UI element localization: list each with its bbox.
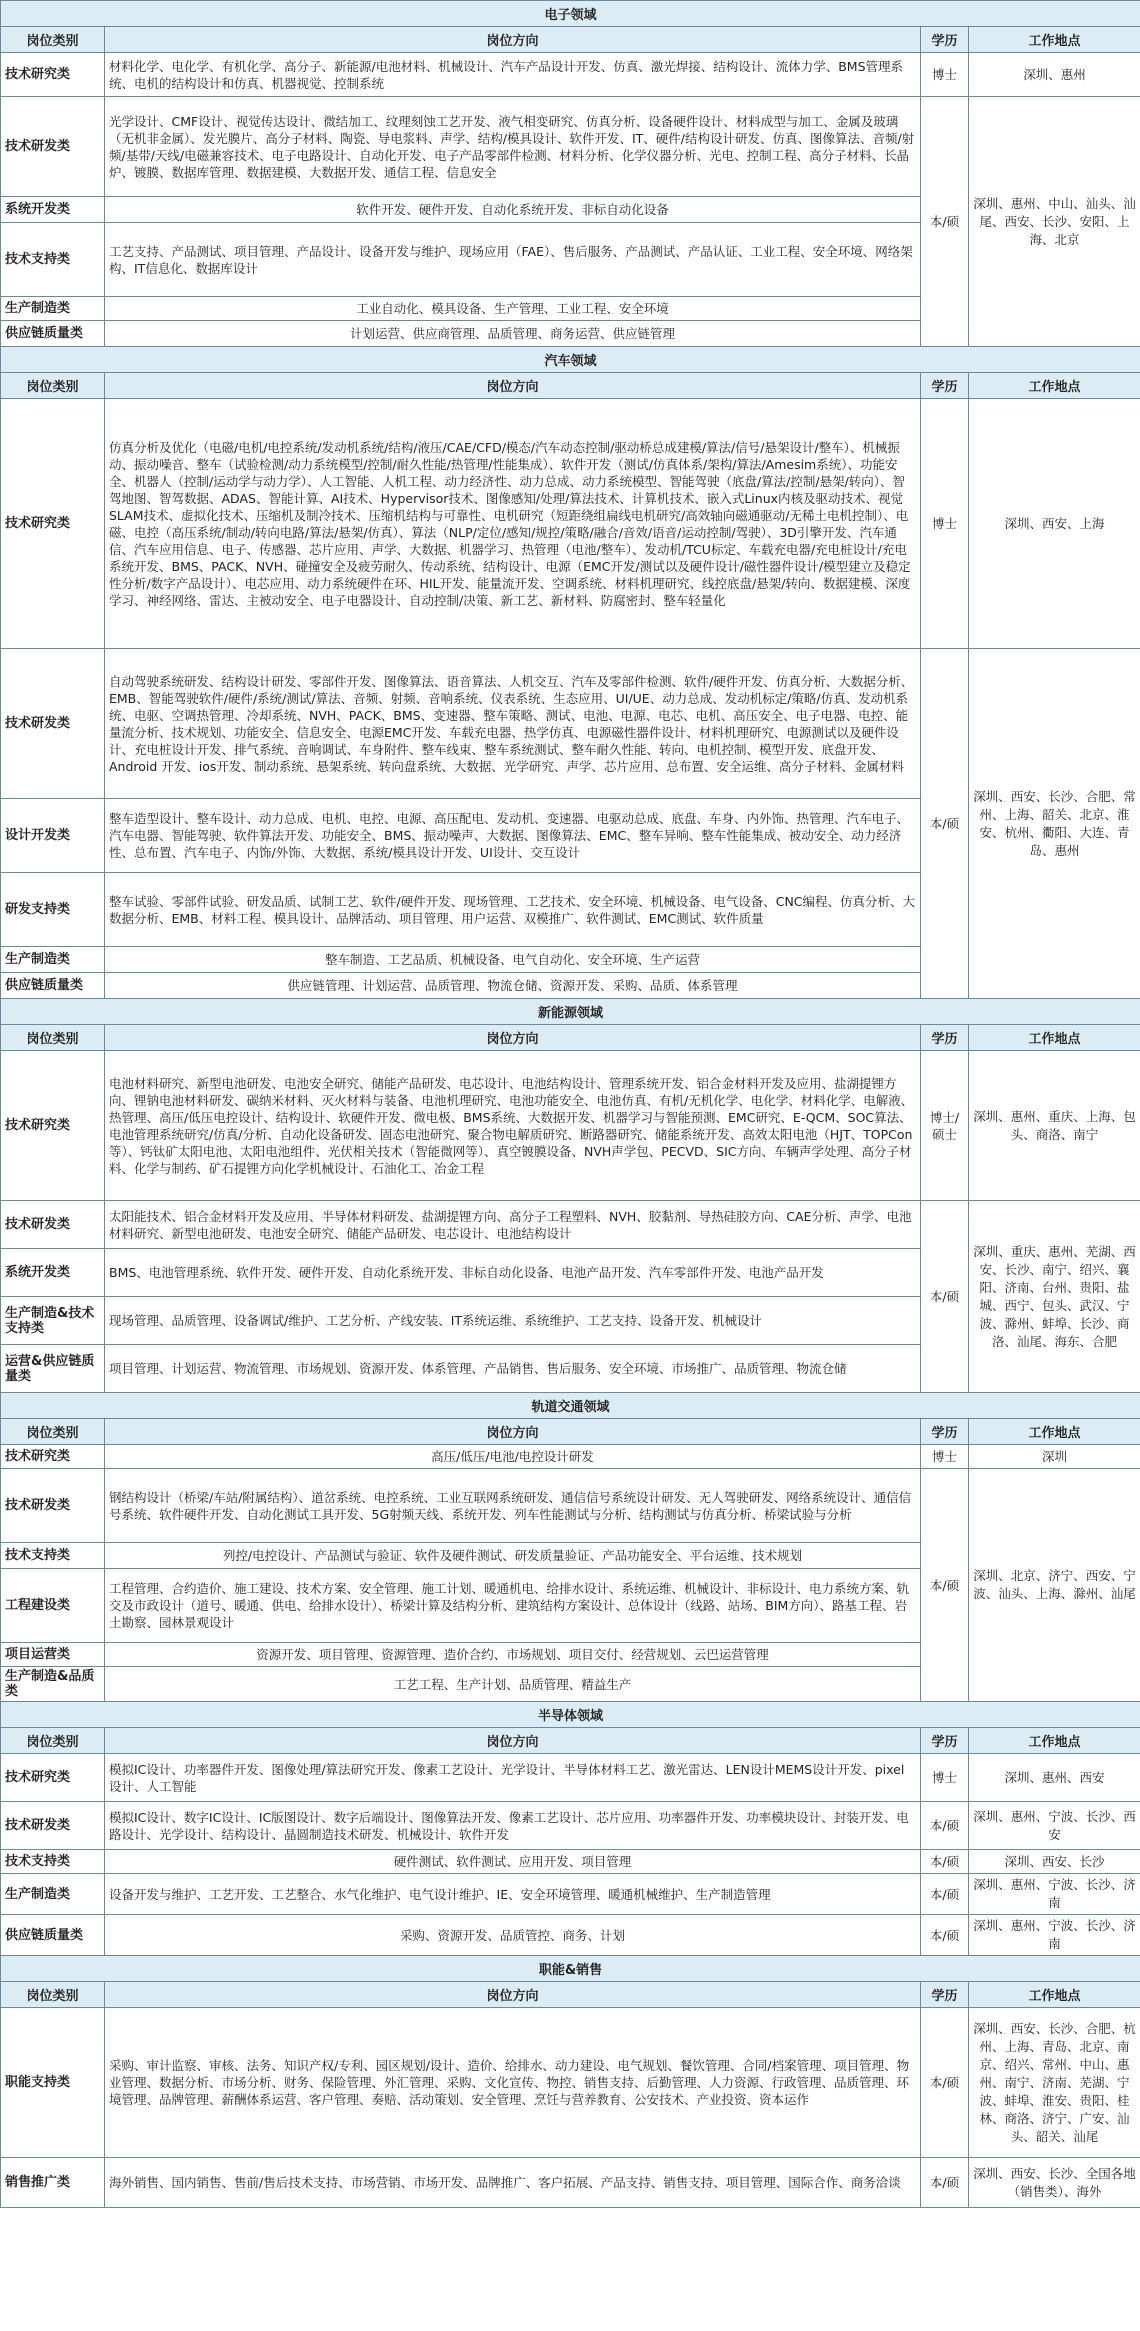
direction-cell: 仿真分析及优化（电磁/电机/电控系统/发动机系统/结构/液压/CAE/CFD/模态/汽车动态控制/驱动桥总成建模/算法/信号/悬架设计/整车）、机械振动、振动噪音、整车（试验检测/动力系统模型/控制/耐久性能/热管理/性能集成）、软件开发（测试/仿真体系/架构/算法/Amesim系统）、功能安全、机器人（控制/运动学与动力学）、人工智能、人机工程、动力经济性、动力总成、动力系统模型、智能驾驶（底盘/算法/控制/悬架/转向）、智驾地图、智驾数据、ADAS、智能计算、AI技术、Hypervisor技术、图像感知/处理/算法技术、计算机技术、嵌入式Linux内核及驱动技术、视觉SLAM技术、虚拟化技术、压缩机及制冷技术、压缩机结构与可靠性、电机研究（短距绕组扁线电机研究/高效轴向磁通驱动/无稀土电机控制）、电磁、电控（高压系统/制动/转向电路/算法/悬架/仿真）、算法（NLP/定位/感知/规控/策略/融合/音效/语音/运动控制/驾驶）、3D引擎开发、汽车通信、汽车应用信息、电子、传感器、芯片应用、声学、大数据、机器学习、热管理（电池/整车）、发动机/TCU标定、车载充电器/充电桩设计/充电系统开发、BMS、PACK、NVH、碰撞安全及疲劳耐久、传动系统、结构设计、电源（EMC开发/测试以及硬件设计/磁性器件设计/模型建立及稳定性分析/数字产品设计）、电芯应用、动力系统硬件在环、HIL开发、能量流开发、空调系统、材料机理研究、线控底盘/悬架/转向、数据建模、深度学习、神经网络、雷达、主被动安全、电子电器设计、自动控制/决策、新工艺、新材料、防腐密封、整车轻量化 bbox=[105, 399, 921, 649]
table-row bbox=[1, 1469, 1140, 1543]
header-location: 工作地点 bbox=[969, 1025, 1140, 1051]
header-direction: 岗位方向 bbox=[105, 1419, 921, 1445]
section-title: 轨道交通领域 bbox=[1, 1393, 1140, 1419]
header-education: 学历 bbox=[921, 1728, 969, 1754]
location-cell: 深圳、北京、济宁、西安、宁波、汕头、上海、滁州、汕尾 bbox=[969, 1469, 1140, 1702]
direction-cell: 采购、资源开发、品质管控、商务、计划 bbox=[105, 1915, 921, 1956]
location-cell: 深圳、惠州 bbox=[969, 53, 1140, 97]
header-location: 工作地点 bbox=[969, 1982, 1140, 2008]
location-cell: 深圳、惠州、中山、汕头、汕尾、西安、长沙、安阳、上海、北京 bbox=[969, 97, 1140, 347]
location-cell: 深圳、惠州、宁波、长沙、济南 bbox=[969, 1874, 1140, 1915]
table-row bbox=[1, 1915, 1140, 1956]
category-cell: 供应链质量类 bbox=[1, 321, 105, 347]
header-location: 工作地点 bbox=[969, 27, 1140, 53]
table-row bbox=[1, 2008, 1140, 2158]
direction-cell: 工艺工程、生产计划、品质管理、精益生产 bbox=[105, 1667, 921, 1702]
direction-cell: 太阳能技术、铝合金材料开发及应用、半导体材料研发、盐湖提锂方向、高分子工程塑料、NVH、胶黏剂、导热硅胶方向、CAE分析、声学、电池材料研究、新型电池研发、电池安全研究、储能产品研发、电芯设计、电池结构设计 bbox=[105, 1201, 921, 1249]
table-row bbox=[1, 2158, 1140, 2208]
category-cell: 技术研究类 bbox=[1, 1445, 105, 1469]
direction-cell: 钢结构设计（桥梁/车站/附属结构）、道岔系统、电控系统、工业互联网系统研发、通信信号系统设计研发、无人驾驶研发、网络系统设计、通信信号系统、软件硬件开发、自动化测试工具开发、5G射频天线、系统开发、列车性能测试与分析、结构测试与仿真分析、桥梁试验与分析 bbox=[105, 1469, 921, 1543]
header-location: 工作地点 bbox=[969, 1728, 1140, 1754]
education-cell: 本/硕 bbox=[921, 2008, 969, 2158]
section-title: 半导体领域 bbox=[1, 1702, 1140, 1728]
header-education: 学历 bbox=[921, 1982, 969, 2008]
category-cell: 技术研发类 bbox=[1, 649, 105, 799]
category-cell: 系统开发类 bbox=[1, 1249, 105, 1297]
category-cell: 项目运营类 bbox=[1, 1643, 105, 1667]
table-row bbox=[1, 1850, 1140, 1874]
table-row bbox=[1, 1201, 1140, 1249]
location-cell: 深圳、西安、长沙 bbox=[969, 1850, 1140, 1874]
direction-cell: 计划运营、供应商管理、品质管理、商务运营、供应链管理 bbox=[105, 321, 921, 347]
table-row bbox=[1, 649, 1140, 799]
direction-cell: 模拟IC设计、功率器件开发、图像处理/算法研究开发、像素工艺设计、光学设计、半导体材料工艺、激光雷达、LEN设计MEMS设计开发、pixel设计、人工智能 bbox=[105, 1754, 921, 1802]
category-cell: 设计开发类 bbox=[1, 799, 105, 873]
header-category: 岗位类别 bbox=[1, 1025, 105, 1051]
education-cell: 本/硕 bbox=[921, 97, 969, 347]
section-title-row bbox=[1, 347, 1140, 373]
location-cell: 深圳、重庆、惠州、芜湖、西安、长沙、南宁、绍兴、襄阳、济南、台州、贵阳、盐城、西宁、包头、武汉、宁波、滁州、蚌埠、长沙、商洛、汕尾、海东、合肥 bbox=[969, 1201, 1140, 1393]
location-cell: 深圳、惠州、宁波、长沙、西安 bbox=[969, 1802, 1140, 1850]
section-title: 职能&销售 bbox=[1, 1956, 1140, 1982]
section-title-row bbox=[1, 1702, 1140, 1728]
education-cell: 本/硕 bbox=[921, 2158, 969, 2208]
location-cell: 深圳、惠州、西安 bbox=[969, 1754, 1140, 1802]
direction-cell: 电池材料研究、新型电池研发、电池安全研究、储能产品研发、电芯设计、电池结构设计、管理系统开发、铝合金材料开发及应用、盐湖提锂方向、锂钠电池材料研发、碳纳米材料、灭火材料与装备、电池机理研究、电池功能安全、电池仿真、有机/无机化学、电化学、材料化学、电解液、热管理、高压/低压电控设计、结构设计、软硬件开发、微电极、BMS系统、大数据开发、机器学习与智能预测、EMC研究、E-QCM、SOC算法、电池管理系统研究/仿真/分析、自动化设备研发、固态电池研究、聚合物电解质研究、断路器研究、储能系统开发、高效太阳电池（HJT、TOPCon等）、钙钛矿太阳电池、太阳电池组件、光伏相关技术（智能微网等）、真空镀膜设备、NVH声学包、PECVD、SIC方向、车辆声学处理、高分子材料、化学与制药、矿石提锂方向化学机械设计、石油化工、冶金工程 bbox=[105, 1051, 921, 1201]
category-cell: 技术研发类 bbox=[1, 1469, 105, 1543]
category-cell: 工程建设类 bbox=[1, 1569, 105, 1643]
section-title-row bbox=[1, 1393, 1140, 1419]
direction-cell: 材料化学、电化学、有机化学、高分子、新能源/电池材料、机械设计、汽车产品设计开发、仿真、激光焊接、结构设计、流体力学、BMS管理系统、电机的结构设计和仿真、机器视觉、控制系统 bbox=[105, 53, 921, 97]
category-cell: 供应链质量类 bbox=[1, 973, 105, 999]
header-direction: 岗位方向 bbox=[105, 373, 921, 399]
direction-cell: 项目管理、计划运营、物流管理、市场规划、资源开发、体系管理、产品销售、售后服务、安全环境、市场推广、品质管理、物流仓储 bbox=[105, 1345, 921, 1393]
education-cell: 博士 bbox=[921, 1445, 969, 1469]
section-title: 汽车领域 bbox=[1, 347, 1140, 373]
table-row bbox=[1, 53, 1140, 97]
category-cell: 运营&供应链质量类 bbox=[1, 1345, 105, 1393]
table-row bbox=[1, 1754, 1140, 1802]
category-cell: 技术支持类 bbox=[1, 1850, 105, 1874]
header-education: 学历 bbox=[921, 1419, 969, 1445]
direction-cell: 列控/电控设计、产品测试与验证、软件及硬件测试、研发质量验证、产品功能安全、平台运维、技术规划 bbox=[105, 1543, 921, 1569]
direction-cell: 资源开发、项目管理、资源管理、造价合约、市场规划、项目交付、经营规划、云巴运营管理 bbox=[105, 1643, 921, 1667]
category-cell: 技术研发类 bbox=[1, 1201, 105, 1249]
direction-cell: 整车试验、零部件试验、研发品质、试制工艺、软件/硬件开发、现场管理、工艺技术、安全环境、机械设备、电气设备、CNC编程、仿真分析、大数据分析、EMB、材料工程、模具设计、品牌活动、项目管理、用户运营、双模推广、软件测试、EMC测试、软件质量 bbox=[105, 873, 921, 947]
table-row bbox=[1, 1051, 1140, 1201]
header-direction: 岗位方向 bbox=[105, 1982, 921, 2008]
education-cell: 本/硕 bbox=[921, 1874, 969, 1915]
category-cell: 销售推广类 bbox=[1, 2158, 105, 2208]
table-row bbox=[1, 1874, 1140, 1915]
header-location: 工作地点 bbox=[969, 373, 1140, 399]
column-header-row bbox=[1, 1728, 1140, 1754]
header-category: 岗位类别 bbox=[1, 373, 105, 399]
category-cell: 生产制造&技术支持类 bbox=[1, 1297, 105, 1345]
education-cell: 博士/硕士 bbox=[921, 1051, 969, 1201]
education-cell: 本/硕 bbox=[921, 1469, 969, 1702]
column-header-row bbox=[1, 1025, 1140, 1051]
location-cell: 深圳、西安、长沙、合肥、杭州、上海、青岛、北京、南京、绍兴、常州、中山、惠州、南宁、济南、芜湖、宁波、蚌埠、淮安、贵阳、桂林、商洛、济宁、广安、汕头、韶关、汕尾 bbox=[969, 2008, 1140, 2158]
direction-cell: 硬件测试、软件测试、应用开发、项目管理 bbox=[105, 1850, 921, 1874]
section-title-row bbox=[1, 1956, 1140, 1982]
location-cell: 深圳、西安、长沙、合肥、常州、上海、韶关、北京、淮安、杭州、衢阳、大连、青岛、惠州 bbox=[969, 649, 1140, 999]
direction-cell: 海外销售、国内销售、售前/售后技术支持、市场营销、市场开发、品牌推广、客户拓展、产品支持、销售支持、项目管理、国际合作、商务洽谈 bbox=[105, 2158, 921, 2208]
category-cell: 生产制造类 bbox=[1, 947, 105, 973]
category-cell: 研发支持类 bbox=[1, 873, 105, 947]
direction-cell: 工程管理、合约造价、施工建设、技术方案、安全管理、施工计划、暖通机电、给排水设计、系统运维、机械设计、非标设计、电力系统方案、轨交及市政设计（道号、暖通、供电、给排水设计）、桥梁计算及结构分析、建筑结构方案设计、总体设计（线路、站场、BIM方向）、路基工程、岩土勘察、园林景观设计 bbox=[105, 1569, 921, 1643]
table-row bbox=[1, 1445, 1140, 1469]
category-cell: 技术研究类 bbox=[1, 399, 105, 649]
table-row bbox=[1, 399, 1140, 649]
education-cell: 本/硕 bbox=[921, 1201, 969, 1393]
category-cell: 技术研发类 bbox=[1, 97, 105, 197]
header-category: 岗位类别 bbox=[1, 27, 105, 53]
direction-cell: 设备开发与维护、工艺开发、工艺整合、水气化维护、电气设计维护、IE、安全环境管理、暖通机械维护、生产制造管理 bbox=[105, 1874, 921, 1915]
section-title-row bbox=[1, 999, 1140, 1025]
category-cell: 技术研究类 bbox=[1, 53, 105, 97]
direction-cell: 整车造型设计、整车设计、动力总成、电机、电控、电源、高压配电、发动机、变速器、电驱动总成、底盘、车身、内外饰、热管理、汽车电子、汽车电器、智能驾驶、软件算法开发、功能安全、BMS、振动噪声、大数据、图像算法、EMC、整车异响、整车性能集成、被动安全、动力经济性、总布置、汽车电子、内饰/外饰、大数据、系统/模具设计开发、UI设计、交互设计 bbox=[105, 799, 921, 873]
category-cell: 技术支持类 bbox=[1, 223, 105, 297]
location-cell: 深圳、惠州、重庆、上海、包头、商洛、南宁 bbox=[969, 1051, 1140, 1201]
direction-cell: 模拟IC设计、数字IC设计、IC版图设计、数字后端设计、图像算法开发、像素工艺设计、芯片应用、功率器件开发、功率模块设计、封装开发、电路设计、光学设计、结构设计、晶圆制造技术研发、机械设计、软件开发 bbox=[105, 1802, 921, 1850]
education-cell: 本/硕 bbox=[921, 1915, 969, 1956]
direction-cell: 采购、审计监察、审核、法务、知识产权/专利、园区规划/设计、造价、给排水、动力建设、电气规划、餐饮管理、合同/档案管理、项目管理、物业管理、数据分析、市场分析、财务、保险管理、外汇管理、采购、文化宣传、物控、销售支持、后勤管理、人力资源、行政管理、品质管理、环境管理、品牌管理、薪酬体系运营、客户管理、奏赔、活动策划、安全管理、烹饪与营养教育、公安技术、产业投资、资本运作 bbox=[105, 2008, 921, 2158]
direction-cell: 整车制造、工艺品质、机械设备、电气自动化、安全环境、生产运营 bbox=[105, 947, 921, 973]
location-cell: 深圳 bbox=[969, 1445, 1140, 1469]
location-cell: 深圳、惠州、宁波、长沙、济南 bbox=[969, 1915, 1140, 1956]
direction-cell: BMS、电池管理系统、软件开发、硬件开发、自动化系统开发、非标自动化设备、电池产品开发、汽车零部件开发、电池产品开发 bbox=[105, 1249, 921, 1297]
category-cell: 技术研发类 bbox=[1, 1802, 105, 1850]
education-cell: 博士 bbox=[921, 53, 969, 97]
section-title: 电子领域 bbox=[1, 1, 1140, 27]
header-education: 学历 bbox=[921, 1025, 969, 1051]
category-cell: 职能支持类 bbox=[1, 2008, 105, 2158]
header-category: 岗位类别 bbox=[1, 1982, 105, 2008]
category-cell: 技术研究类 bbox=[1, 1754, 105, 1802]
table-row bbox=[1, 1802, 1140, 1850]
header-education: 学历 bbox=[921, 373, 969, 399]
category-cell: 供应链质量类 bbox=[1, 1915, 105, 1956]
section-title-row bbox=[1, 1, 1140, 27]
category-cell: 技术研究类 bbox=[1, 1051, 105, 1201]
direction-cell: 工艺支持、产品测试、项目管理、产品设计、设备开发与维护、现场应用（FAE）、售后服务、产品测试、产品认证、工业工程、安全环境、网络架构、IT信息化、数据库设计 bbox=[105, 223, 921, 297]
section-title: 新能源领域 bbox=[1, 999, 1140, 1025]
direction-cell: 自动驾驶系统研发、结构设计研发、零部件开发、图像算法、语音算法、人机交互、汽车及零部件检测、软件/硬件开发、仿真分析、大数据分析、EMB、智能驾驶软件/硬件/系统/测试/算法、音频、射频、音响系统、仪表系统、生态应用、UI/UE、动力总成、发动机标定/策略/仿真、发动机系统、电驱、空调热管理、冷却系统、NVH、PACK、BMS、变速器、整车策略、测试、电池、电源、电芯、电机、高压安全、电子电器、电控、能量流分析、技术规划、功能安全、信息安全、电源EMC开发、车载充电器、热学仿真、电源磁性器件设计、材料机理研究、电源测试以及硬件设计、充电桩设计开发、排气系统、音响调试、车身附件、整车线束、整车系统测试、整车耐久性能、转向、电机控制、模型开发、底盘开发、Android 开发、ios开发、制动系统、悬架系统、转向盘系统、大数据、光学研究、声学、芯片应用、总布置、安全运维、高分子材料、金属材料 bbox=[105, 649, 921, 799]
direction-cell: 供应链管理、计划运营、品质管理、物流仓储、资源开发、采购、品质、体系管理 bbox=[105, 973, 921, 999]
header-direction: 岗位方向 bbox=[105, 27, 921, 53]
direction-cell: 光学设计、CMF设计、视觉传达设计、微结加工、纹理刻蚀工艺开发、液气相变研究、仿真分析、设备硬件设计、材料成型与加工、金属及玻璃（无机非金属）、发光膜片、高分子材料、陶瓷、导电浆料、声学、结构/模具设计、软件开发、IT、硬件/结构设计研发、仿真、图像算法、音频/射频/基带/天线/电磁兼容技术、电子电路设计、自动化开发、电子产品零部件检测、材料分析、化学仪器分析、光电、控制工程、高分子材料、长晶炉、镀膜、数据库管理、数据建模、大数据开发、通信工程、信息安全 bbox=[105, 97, 921, 197]
category-cell: 生产制造类 bbox=[1, 1874, 105, 1915]
category-cell: 技术支持类 bbox=[1, 1543, 105, 1569]
column-header-row bbox=[1, 27, 1140, 53]
education-cell: 本/硕 bbox=[921, 1850, 969, 1874]
column-header-row bbox=[1, 1419, 1140, 1445]
education-cell: 博士 bbox=[921, 1754, 969, 1802]
header-direction: 岗位方向 bbox=[105, 1728, 921, 1754]
education-cell: 本/硕 bbox=[921, 1802, 969, 1850]
header-education: 学历 bbox=[921, 27, 969, 53]
header-direction: 岗位方向 bbox=[105, 1025, 921, 1051]
category-cell: 系统开发类 bbox=[1, 197, 105, 223]
education-cell: 本/硕 bbox=[921, 649, 969, 999]
header-location: 工作地点 bbox=[969, 1419, 1140, 1445]
column-header-row bbox=[1, 1982, 1140, 2008]
category-cell: 生产制造&品质类 bbox=[1, 1667, 105, 1702]
column-header-row bbox=[1, 373, 1140, 399]
direction-cell: 现场管理、品质管理、设备调试/维护、工艺分析、产线安装、IT系统运维、系统维护、工艺支持、设备开发、机械设计 bbox=[105, 1297, 921, 1345]
direction-cell: 工业自动化、模具设备、生产管理、工业工程、安全环境 bbox=[105, 297, 921, 321]
category-cell: 生产制造类 bbox=[1, 297, 105, 321]
education-cell: 博士 bbox=[921, 399, 969, 649]
header-category: 岗位类别 bbox=[1, 1419, 105, 1445]
location-cell: 深圳、西安、长沙、全国各地（销售类）、海外 bbox=[969, 2158, 1140, 2208]
header-category: 岗位类别 bbox=[1, 1728, 105, 1754]
direction-cell: 软件开发、硬件开发、自动化系统开发、非标自动化设备 bbox=[105, 197, 921, 223]
table-row bbox=[1, 97, 1140, 197]
location-cell: 深圳、西安、上海 bbox=[969, 399, 1140, 649]
direction-cell: 高压/低压/电池/电控设计研发 bbox=[105, 1445, 921, 1469]
